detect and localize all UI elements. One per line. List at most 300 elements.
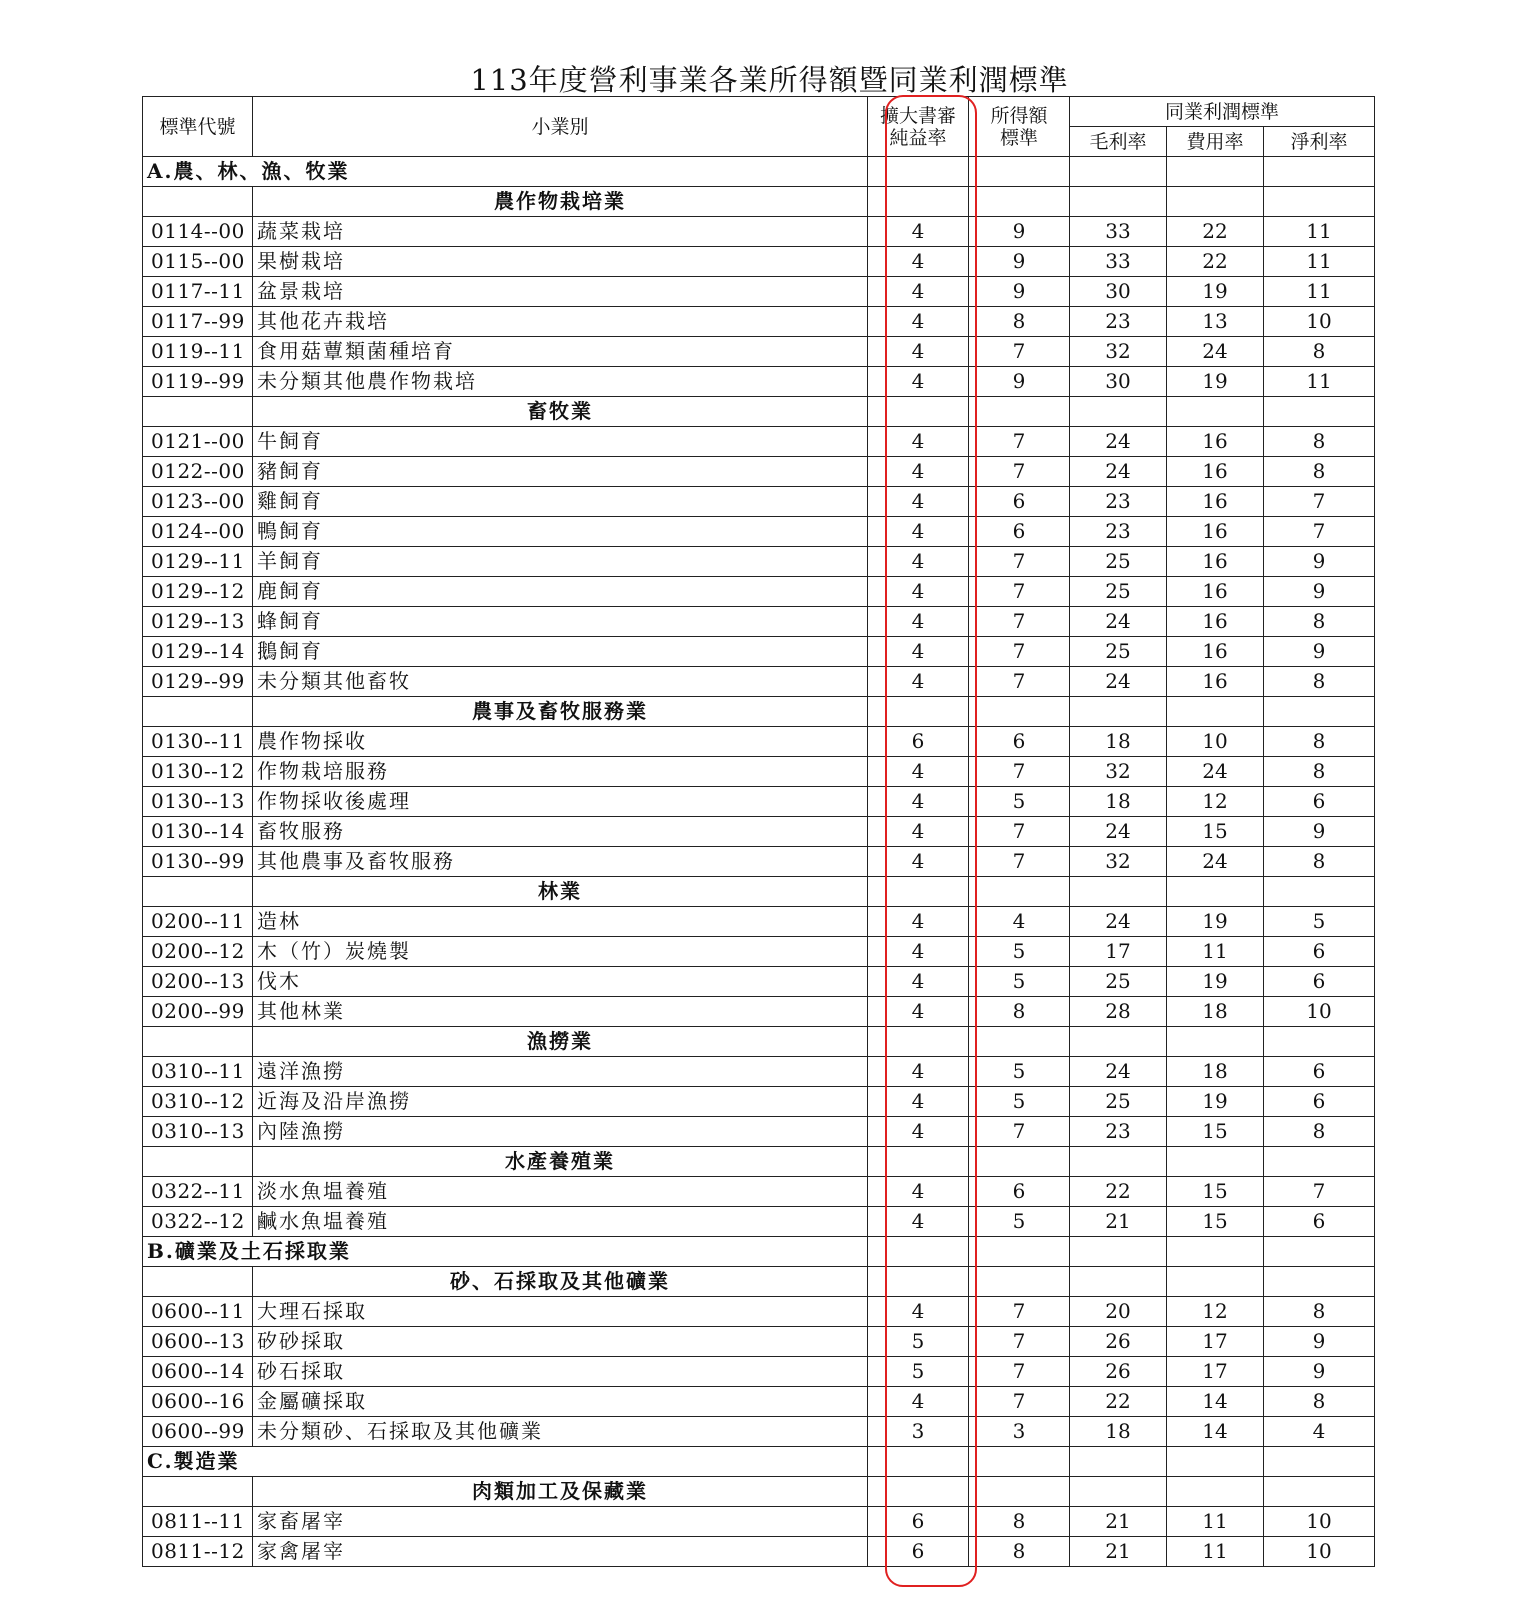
- empty-cell: [1264, 187, 1375, 217]
- income-standard-cell: 6: [969, 517, 1070, 547]
- code-cell: 0119--99: [143, 367, 253, 397]
- empty-cell: [868, 1477, 969, 1507]
- empty-cell: [969, 157, 1070, 187]
- name-cell: 盆景栽培: [253, 277, 868, 307]
- table-row: [143, 757, 1375, 787]
- empty-cell: [1070, 157, 1167, 187]
- net-rate-cell: 6: [1264, 1057, 1375, 1087]
- code-cell: 0600--99: [143, 1417, 253, 1447]
- table-row: [143, 1537, 1375, 1567]
- net-rate-cell: 10: [1264, 1507, 1375, 1537]
- audit-rate-cell: 4: [868, 757, 969, 787]
- audit-rate-cell: 5: [868, 1357, 969, 1387]
- header-profit-group: 同業利潤標準: [1070, 97, 1375, 127]
- empty-cell: [868, 1147, 969, 1177]
- code-cell: 0600--13: [143, 1327, 253, 1357]
- net-rate-cell: 5: [1264, 907, 1375, 937]
- expense-rate-cell: 17: [1167, 1357, 1264, 1387]
- code-cell: 0130--11: [143, 727, 253, 757]
- group-row: [143, 1027, 1375, 1057]
- gross-rate-cell: 28: [1070, 997, 1167, 1027]
- name-cell: 其他農事及畜牧服務: [253, 847, 868, 877]
- income-standard-cell: 4: [969, 907, 1070, 937]
- name-cell: 金屬礦採取: [253, 1387, 868, 1417]
- header-audit-line1: 擴大書審: [879, 104, 956, 127]
- gross-rate-cell: 20: [1070, 1297, 1167, 1327]
- audit-rate-cell: 4: [868, 817, 969, 847]
- group-label: 農事及畜牧服務業: [253, 697, 868, 727]
- income-standard-cell: 7: [969, 577, 1070, 607]
- group-row: [143, 187, 1375, 217]
- code-cell: 0117--99: [143, 307, 253, 337]
- income-standard-cell: 7: [969, 1357, 1070, 1387]
- gross-rate-cell: 26: [1070, 1327, 1167, 1357]
- table-row: [143, 607, 1375, 637]
- name-cell: 牛飼育: [253, 427, 868, 457]
- industry-profit-table: [142, 96, 1375, 1567]
- group-label: 畜牧業: [253, 397, 868, 427]
- empty-cell: [143, 697, 253, 727]
- empty-cell: [1070, 877, 1167, 907]
- audit-rate-cell: 4: [868, 967, 969, 997]
- income-standard-cell: 7: [969, 1327, 1070, 1357]
- audit-rate-cell: 4: [868, 337, 969, 367]
- table-row: [143, 427, 1375, 457]
- header-net-rate: 淨利率: [1264, 127, 1375, 157]
- empty-cell: [1264, 1267, 1375, 1297]
- gross-rate-cell: 22: [1070, 1387, 1167, 1417]
- expense-rate-cell: 11: [1167, 937, 1264, 967]
- income-standard-cell: 8: [969, 307, 1070, 337]
- expense-rate-cell: 10: [1167, 727, 1264, 757]
- name-cell: 鹿飼育: [253, 577, 868, 607]
- audit-rate-cell: 4: [868, 907, 969, 937]
- expense-rate-cell: 13: [1167, 307, 1264, 337]
- name-cell: 家畜屠宰: [253, 1507, 868, 1537]
- name-cell: 木（竹）炭燒製: [253, 937, 868, 967]
- empty-cell: [1167, 1447, 1264, 1477]
- expense-rate-cell: 16: [1167, 517, 1264, 547]
- empty-cell: [1070, 1477, 1167, 1507]
- table-row: [143, 1327, 1375, 1357]
- gross-rate-cell: 21: [1070, 1537, 1167, 1567]
- table-row: [143, 1087, 1375, 1117]
- code-cell: 0310--11: [143, 1057, 253, 1087]
- table-row: [143, 1357, 1375, 1387]
- empty-cell: [868, 187, 969, 217]
- audit-rate-cell: 4: [868, 847, 969, 877]
- expense-rate-cell: 17: [1167, 1327, 1264, 1357]
- code-cell: 0811--12: [143, 1537, 253, 1567]
- gross-rate-cell: 24: [1070, 457, 1167, 487]
- expense-rate-cell: 16: [1167, 667, 1264, 697]
- gross-rate-cell: 23: [1070, 517, 1167, 547]
- empty-cell: [1264, 1237, 1375, 1267]
- code-cell: 0123--00: [143, 487, 253, 517]
- expense-rate-cell: 16: [1167, 577, 1264, 607]
- name-cell: 鵝飼育: [253, 637, 868, 667]
- empty-cell: [868, 697, 969, 727]
- net-rate-cell: 6: [1264, 937, 1375, 967]
- empty-cell: [143, 877, 253, 907]
- name-cell: 遠洋漁撈: [253, 1057, 868, 1087]
- empty-cell: [1070, 397, 1167, 427]
- audit-rate-cell: 4: [868, 277, 969, 307]
- income-standard-cell: 8: [969, 1507, 1070, 1537]
- net-rate-cell: 6: [1264, 1087, 1375, 1117]
- table-row: [143, 1117, 1375, 1147]
- net-rate-cell: 6: [1264, 1207, 1375, 1237]
- name-cell: 果樹栽培: [253, 247, 868, 277]
- table-row: [143, 967, 1375, 997]
- expense-rate-cell: 12: [1167, 1297, 1264, 1327]
- header-name: 小業別: [253, 97, 868, 157]
- expense-rate-cell: 22: [1167, 217, 1264, 247]
- audit-rate-cell: 5: [868, 1327, 969, 1357]
- empty-cell: [143, 1147, 253, 1177]
- gross-rate-cell: 26: [1070, 1357, 1167, 1387]
- code-cell: 0124--00: [143, 517, 253, 547]
- name-cell: 鴨飼育: [253, 517, 868, 547]
- name-cell: 砂石採取: [253, 1357, 868, 1387]
- code-cell: 0119--11: [143, 337, 253, 367]
- audit-rate-cell: 4: [868, 1387, 969, 1417]
- income-standard-cell: 7: [969, 1117, 1070, 1147]
- net-rate-cell: 9: [1264, 1357, 1375, 1387]
- audit-rate-cell: 4: [868, 997, 969, 1027]
- empty-cell: [1167, 1267, 1264, 1297]
- group-label: 漁撈業: [253, 1027, 868, 1057]
- empty-cell: [969, 397, 1070, 427]
- name-cell: 大理石採取: [253, 1297, 868, 1327]
- audit-rate-cell: 4: [868, 667, 969, 697]
- empty-cell: [969, 1027, 1070, 1057]
- empty-cell: [1264, 697, 1375, 727]
- net-rate-cell: 6: [1264, 967, 1375, 997]
- expense-rate-cell: 12: [1167, 787, 1264, 817]
- empty-cell: [1070, 1027, 1167, 1057]
- section-label: B.礦業及土石採取業: [143, 1237, 868, 1267]
- income-standard-cell: 5: [969, 787, 1070, 817]
- expense-rate-cell: 16: [1167, 607, 1264, 637]
- empty-cell: [143, 1477, 253, 1507]
- empty-cell: [1070, 187, 1167, 217]
- table-row: [143, 787, 1375, 817]
- expense-rate-cell: 22: [1167, 247, 1264, 277]
- group-row: [143, 397, 1375, 427]
- empty-cell: [1167, 187, 1264, 217]
- empty-cell: [969, 697, 1070, 727]
- group-row: [143, 1147, 1375, 1177]
- table-row: [143, 217, 1375, 247]
- income-standard-cell: 9: [969, 217, 1070, 247]
- code-cell: 0322--12: [143, 1207, 253, 1237]
- net-rate-cell: 9: [1264, 1327, 1375, 1357]
- gross-rate-cell: 24: [1070, 1057, 1167, 1087]
- audit-rate-cell: 6: [868, 1507, 969, 1537]
- group-label: 林業: [253, 877, 868, 907]
- gross-rate-cell: 30: [1070, 367, 1167, 397]
- name-cell: 鹹水魚塭養殖: [253, 1207, 868, 1237]
- gross-rate-cell: 30: [1070, 277, 1167, 307]
- section-label: A.農、林、漁、牧業: [143, 157, 868, 187]
- empty-cell: [1167, 1477, 1264, 1507]
- empty-cell: [1167, 697, 1264, 727]
- income-standard-cell: 6: [969, 1177, 1070, 1207]
- empty-cell: [868, 1267, 969, 1297]
- name-cell: 農作物採收: [253, 727, 868, 757]
- audit-rate-cell: 4: [868, 1117, 969, 1147]
- table-row: [143, 487, 1375, 517]
- gross-rate-cell: 25: [1070, 547, 1167, 577]
- gross-rate-cell: 24: [1070, 907, 1167, 937]
- net-rate-cell: 9: [1264, 577, 1375, 607]
- group-label: 水產養殖業: [253, 1147, 868, 1177]
- table-row: [143, 1057, 1375, 1087]
- expense-rate-cell: 15: [1167, 1117, 1264, 1147]
- expense-rate-cell: 19: [1167, 1087, 1264, 1117]
- code-cell: 0130--12: [143, 757, 253, 787]
- gross-rate-cell: 23: [1070, 307, 1167, 337]
- audit-rate-cell: 4: [868, 247, 969, 277]
- income-standard-cell: 7: [969, 457, 1070, 487]
- name-cell: 其他花卉栽培: [253, 307, 868, 337]
- gross-rate-cell: 23: [1070, 487, 1167, 517]
- table-row: [143, 1507, 1375, 1537]
- code-cell: 0114--00: [143, 217, 253, 247]
- income-standard-cell: 7: [969, 817, 1070, 847]
- gross-rate-cell: 33: [1070, 247, 1167, 277]
- audit-rate-cell: 4: [868, 937, 969, 967]
- group-row: [143, 877, 1375, 907]
- audit-rate-cell: 4: [868, 1087, 969, 1117]
- header-expense-rate: 費用率: [1167, 127, 1264, 157]
- empty-cell: [1167, 877, 1264, 907]
- net-rate-cell: 9: [1264, 817, 1375, 847]
- code-cell: 0129--13: [143, 607, 253, 637]
- audit-rate-cell: 4: [868, 1177, 969, 1207]
- empty-cell: [1264, 1147, 1375, 1177]
- gross-rate-cell: 25: [1070, 637, 1167, 667]
- expense-rate-cell: 16: [1167, 487, 1264, 517]
- expense-rate-cell: 15: [1167, 817, 1264, 847]
- empty-cell: [969, 1477, 1070, 1507]
- net-rate-cell: 11: [1264, 277, 1375, 307]
- expense-rate-cell: 11: [1167, 1537, 1264, 1567]
- gross-rate-cell: 24: [1070, 817, 1167, 847]
- audit-rate-cell: 3: [868, 1417, 969, 1447]
- name-cell: 未分類其他農作物栽培: [253, 367, 868, 397]
- net-rate-cell: 10: [1264, 307, 1375, 337]
- code-cell: 0117--11: [143, 277, 253, 307]
- expense-rate-cell: 19: [1167, 367, 1264, 397]
- income-standard-cell: 3: [969, 1417, 1070, 1447]
- income-standard-cell: 8: [969, 1537, 1070, 1567]
- name-cell: 畜牧服務: [253, 817, 868, 847]
- section-row: [143, 1447, 1375, 1477]
- group-row: [143, 697, 1375, 727]
- expense-rate-cell: 15: [1167, 1207, 1264, 1237]
- name-cell: 羊飼育: [253, 547, 868, 577]
- code-cell: 0200--11: [143, 907, 253, 937]
- name-cell: 伐木: [253, 967, 868, 997]
- table-row: [143, 277, 1375, 307]
- empty-cell: [143, 1267, 253, 1297]
- net-rate-cell: 10: [1264, 997, 1375, 1027]
- empty-cell: [1070, 1147, 1167, 1177]
- audit-rate-cell: 4: [868, 1297, 969, 1327]
- gross-rate-cell: 22: [1070, 1177, 1167, 1207]
- group-row: [143, 1267, 1375, 1297]
- code-cell: 0200--99: [143, 997, 253, 1027]
- income-standard-cell: 7: [969, 637, 1070, 667]
- income-standard-cell: 7: [969, 337, 1070, 367]
- income-standard-cell: 7: [969, 667, 1070, 697]
- header-row: [143, 97, 1375, 127]
- gross-rate-cell: 21: [1070, 1507, 1167, 1537]
- table-row: [143, 907, 1375, 937]
- audit-rate-cell: 4: [868, 1057, 969, 1087]
- audit-rate-cell: 4: [868, 607, 969, 637]
- name-cell: 矽砂採取: [253, 1327, 868, 1357]
- code-cell: 0600--14: [143, 1357, 253, 1387]
- table-row: [143, 577, 1375, 607]
- expense-rate-cell: 24: [1167, 337, 1264, 367]
- gross-rate-cell: 21: [1070, 1207, 1167, 1237]
- name-cell: 淡水魚塭養殖: [253, 1177, 868, 1207]
- expense-rate-cell: 11: [1167, 1507, 1264, 1537]
- audit-rate-cell: 4: [868, 427, 969, 457]
- empty-cell: [969, 1147, 1070, 1177]
- gross-rate-cell: 25: [1070, 1087, 1167, 1117]
- name-cell: 作物採收後處理: [253, 787, 868, 817]
- table-row: [143, 1207, 1375, 1237]
- section-row: [143, 1237, 1375, 1267]
- header-income-line2: 標準: [999, 126, 1038, 149]
- net-rate-cell: 4: [1264, 1417, 1375, 1447]
- header-audit-line2: 純益率: [889, 126, 947, 149]
- name-cell: 造林: [253, 907, 868, 937]
- audit-rate-cell: 4: [868, 457, 969, 487]
- table-row: [143, 637, 1375, 667]
- empty-cell: [1167, 1237, 1264, 1267]
- net-rate-cell: 6: [1264, 787, 1375, 817]
- gross-rate-cell: 24: [1070, 667, 1167, 697]
- audit-rate-cell: 4: [868, 1207, 969, 1237]
- expense-rate-cell: 15: [1167, 1177, 1264, 1207]
- table-row: [143, 337, 1375, 367]
- income-standard-cell: 6: [969, 727, 1070, 757]
- expense-rate-cell: 16: [1167, 547, 1264, 577]
- header-income-line1: 所得額: [990, 104, 1048, 127]
- empty-cell: [1264, 397, 1375, 427]
- empty-cell: [143, 1027, 253, 1057]
- net-rate-cell: 11: [1264, 247, 1375, 277]
- empty-cell: [1264, 157, 1375, 187]
- gross-rate-cell: 24: [1070, 607, 1167, 637]
- code-cell: 0129--99: [143, 667, 253, 697]
- net-rate-cell: 8: [1264, 667, 1375, 697]
- header-code: 標準代號: [143, 97, 253, 157]
- audit-rate-cell: 4: [868, 367, 969, 397]
- net-rate-cell: 11: [1264, 217, 1375, 247]
- expense-rate-cell: 19: [1167, 907, 1264, 937]
- net-rate-cell: 8: [1264, 457, 1375, 487]
- code-cell: 0600--11: [143, 1297, 253, 1327]
- header-gross-rate: 毛利率: [1070, 127, 1167, 157]
- empty-cell: [969, 1267, 1070, 1297]
- net-rate-cell: 9: [1264, 547, 1375, 577]
- name-cell: 豬飼育: [253, 457, 868, 487]
- income-standard-cell: 6: [969, 487, 1070, 517]
- audit-rate-cell: 4: [868, 517, 969, 547]
- audit-rate-cell: 4: [868, 547, 969, 577]
- code-cell: 0122--00: [143, 457, 253, 487]
- net-rate-cell: 8: [1264, 1297, 1375, 1327]
- name-cell: 蜂飼育: [253, 607, 868, 637]
- income-standard-cell: 9: [969, 367, 1070, 397]
- table-row: [143, 1297, 1375, 1327]
- audit-rate-cell: 4: [868, 637, 969, 667]
- net-rate-cell: 8: [1264, 847, 1375, 877]
- net-rate-cell: 8: [1264, 1117, 1375, 1147]
- gross-rate-cell: 32: [1070, 757, 1167, 787]
- code-cell: 0121--00: [143, 427, 253, 457]
- page-title: 113年度營利事業各業所得額暨同業利潤標準: [470, 63, 1069, 97]
- group-label: 砂、石採取及其他礦業: [253, 1267, 868, 1297]
- net-rate-cell: 8: [1264, 757, 1375, 787]
- expense-rate-cell: 19: [1167, 967, 1264, 997]
- expense-rate-cell: 14: [1167, 1387, 1264, 1417]
- code-cell: 0200--13: [143, 967, 253, 997]
- group-label: 農作物栽培業: [253, 187, 868, 217]
- table-row: [143, 727, 1375, 757]
- income-standard-cell: 9: [969, 247, 1070, 277]
- audit-rate-cell: 6: [868, 1537, 969, 1567]
- empty-cell: [1167, 157, 1264, 187]
- table-row: [143, 997, 1375, 1027]
- empty-cell: [1264, 1477, 1375, 1507]
- empty-cell: [1070, 697, 1167, 727]
- net-rate-cell: 7: [1264, 487, 1375, 517]
- empty-cell: [1070, 1267, 1167, 1297]
- table-row: [143, 1177, 1375, 1207]
- empty-cell: [143, 187, 253, 217]
- name-cell: 作物栽培服務: [253, 757, 868, 787]
- empty-cell: [868, 877, 969, 907]
- table-row: [143, 457, 1375, 487]
- gross-rate-cell: 18: [1070, 727, 1167, 757]
- table-row: [143, 937, 1375, 967]
- gross-rate-cell: 32: [1070, 337, 1167, 367]
- income-standard-cell: 7: [969, 757, 1070, 787]
- empty-cell: [1264, 1027, 1375, 1057]
- gross-rate-cell: 17: [1070, 937, 1167, 967]
- table-row: [143, 667, 1375, 697]
- empty-cell: [1070, 1447, 1167, 1477]
- audit-rate-cell: 4: [868, 487, 969, 517]
- expense-rate-cell: 16: [1167, 427, 1264, 457]
- net-rate-cell: 8: [1264, 607, 1375, 637]
- expense-rate-cell: 16: [1167, 457, 1264, 487]
- empty-cell: [1070, 1237, 1167, 1267]
- empty-cell: [868, 157, 969, 187]
- net-rate-cell: 11: [1264, 367, 1375, 397]
- table-row: [143, 1387, 1375, 1417]
- expense-rate-cell: 19: [1167, 277, 1264, 307]
- table-row: [143, 247, 1375, 277]
- empty-cell: [969, 1237, 1070, 1267]
